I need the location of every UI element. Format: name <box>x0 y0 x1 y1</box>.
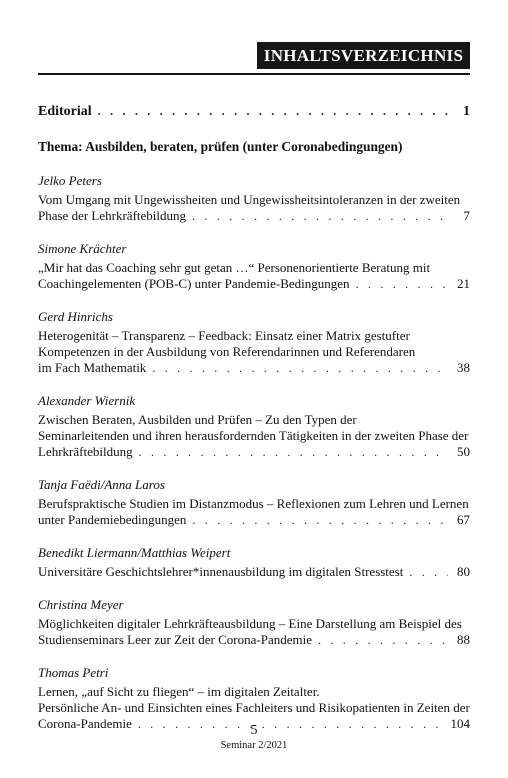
entry-title-last-line <box>38 360 470 376</box>
toc-entry[interactable] <box>38 597 470 648</box>
entry-title-last-line <box>38 276 470 292</box>
entry-title: Kompetenzen in der Ausbildung von Referendarinnen und Referendaren <box>38 344 416 359</box>
entry-title: Coachingelementen (POB-C) unter Pandemie-Bedingungen <box>38 276 350 291</box>
entry-author: Alexander Wiernik <box>38 393 136 408</box>
page-number: 88 <box>457 632 470 647</box>
toc-entries <box>38 173 470 732</box>
dot-leader <box>318 632 448 648</box>
journal-issue: Seminar 2/2021 <box>220 740 288 751</box>
entry-title: Studienseminars Leer zur Zeit der Corona-Pandemie <box>38 632 312 647</box>
entry-title-last-line <box>38 632 470 648</box>
toc-heading: INHALTSVERZEICHNIS <box>257 42 470 69</box>
entry-title: Vom Umgang mit Ungewissheiten und Ungewissheitsintoleranzen in der zweiten <box>38 192 461 207</box>
toc-entry[interactable] <box>38 665 470 732</box>
page-number: 50 <box>457 444 470 459</box>
entry-title: im Fach Mathematik <box>38 360 147 375</box>
page-number: 7 <box>463 208 470 223</box>
entry-title: Phase der Lehrkräftebildung <box>38 208 187 223</box>
entry-title: Corona-Pandemie <box>38 716 132 731</box>
entry-title: Lernen, „auf Sicht zu fliegen“ – im digitalen Zeitalter. <box>38 684 320 699</box>
entry-title: Universitäre Geschichtslehrer*innenausbildung im digitalen Stresstest <box>38 564 404 579</box>
entry-title-last-line <box>38 444 470 460</box>
entry-title: Zwischen Beraten, Ausbilden und Prüfen – Zu den Typen der <box>38 412 357 427</box>
toc-entry-editorial[interactable] <box>38 103 470 120</box>
page-number: 67 <box>457 512 470 527</box>
page-number: 21 <box>457 276 470 291</box>
entry-author: Benedikt Liermann/Matthias Weipert <box>38 545 231 560</box>
page-number: 80 <box>457 564 470 579</box>
entry-author: Thomas Petri <box>38 665 109 680</box>
dot-leader <box>152 360 448 376</box>
entry-title: „Mir hat das Coaching sehr gut getan …“ Personenorientierte Beratung mit <box>38 260 431 275</box>
toc-entry[interactable] <box>38 241 470 292</box>
dot-leader <box>98 103 448 119</box>
entry-title: Editorial <box>38 104 92 119</box>
entry-title: Berufspraktische Studien im Distanzmodus – Reflexionen zum Lehren und Lernen <box>38 496 469 511</box>
entry-title: Lehrkräftebildung <box>38 444 133 459</box>
dot-leader <box>192 512 448 528</box>
entry-title-last-line <box>38 512 470 528</box>
entry-title: unter Pandemiebedingungen <box>38 512 187 527</box>
entry-title-last-line <box>38 208 470 224</box>
entry-title: Persönliche An- und Einsichten eines Fachleiters und Risikopatienten in Zeiten der <box>38 700 470 715</box>
entry-author: Gerd Hinrichs <box>38 309 113 324</box>
dot-leader <box>409 564 448 580</box>
toc-entry[interactable] <box>38 173 470 224</box>
toc-entry[interactable] <box>38 545 470 580</box>
page-number: 1 <box>463 104 470 119</box>
dot-leader <box>356 276 448 292</box>
dot-leader <box>192 208 448 224</box>
header-rule <box>38 73 470 75</box>
dot-leader <box>139 444 448 460</box>
entry-title: Heterogenität – Transparenz – Feedback: Einsatz einer Matrix gestufter <box>38 328 410 343</box>
page-number-footer: 5 <box>250 723 258 738</box>
entry-author: Tanja Faëdi/Anna Laros <box>38 477 165 492</box>
entry-title: Seminarleitenden und ihren herausfordernden Tätigkeiten in der zweiten Phase der <box>38 428 469 443</box>
page-number: 38 <box>457 360 470 375</box>
page-number: 104 <box>450 716 470 731</box>
entry-author: Christina Meyer <box>38 597 124 612</box>
entry-author: Jelko Peters <box>38 173 102 188</box>
entry-title: Möglichkeiten digitaler Lehrkräfteausbildung – Eine Darstellung am Beispiel des <box>38 616 462 631</box>
table-of-contents <box>38 103 470 732</box>
toc-entry[interactable] <box>38 393 470 460</box>
toc-entry[interactable] <box>38 309 470 376</box>
entry-author: Simone Krächter <box>38 241 127 256</box>
section-theme-heading: Thema: Ausbilden, beraten, prüfen (unter Coronabedingungen) <box>38 139 403 154</box>
toc-entry[interactable] <box>38 477 470 528</box>
entry-title-last-line <box>38 564 470 580</box>
